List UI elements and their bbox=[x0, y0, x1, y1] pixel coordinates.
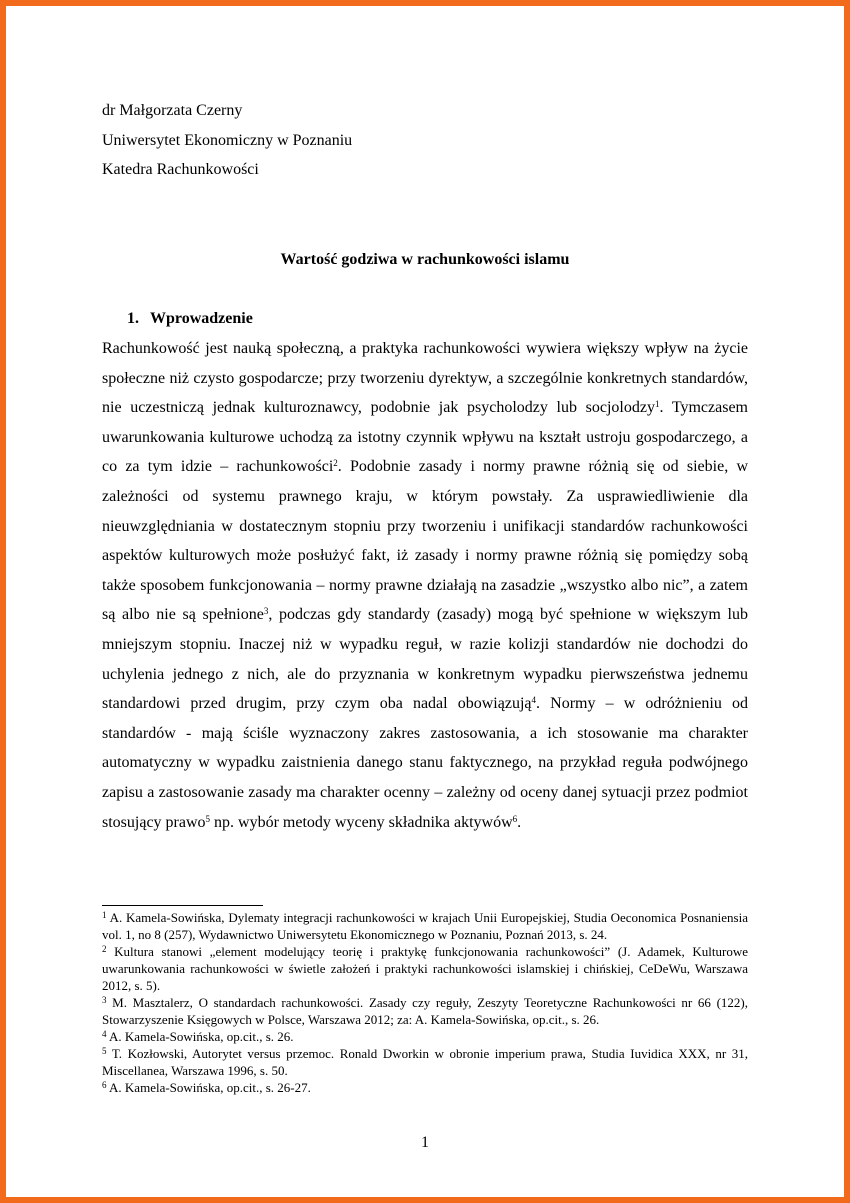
author-department: Katedra Rachunkowości bbox=[102, 161, 259, 178]
footnote-text: T. Kozłowski, Autorytet versus przemoc. Ronald Dworkin w obronie imperium prawa, Studia Iuvidica XXX, nr 31, Miscellanea, Warszawa 1996, s. 50. bbox=[102, 1046, 748, 1078]
footnote-ref[interactable]: 6 bbox=[512, 813, 518, 824]
footnote-number: 2 bbox=[102, 944, 107, 954]
footnote bbox=[102, 1079, 748, 1096]
section-number: 1. bbox=[127, 310, 139, 327]
footnote bbox=[102, 1045, 748, 1079]
footnote bbox=[102, 943, 748, 994]
author-name: dr Małgorzata Czerny bbox=[102, 102, 243, 119]
footnote-text: A. Kamela-Sowińska, op.cit., s. 26. bbox=[106, 1029, 294, 1044]
footnote-ref[interactable]: 4 bbox=[531, 695, 536, 706]
footnote-ref[interactable]: 3 bbox=[263, 606, 269, 617]
footnote-ref[interactable]: 5 bbox=[205, 813, 211, 824]
body-text-segment: . Normy – w odróżnieniu od standardów - mają ściśle wyznaczony zakres zastosowania, a ich stosowanie ma charakter automatyczny w wypadku zaistnienia danego stanu faktycznego, na przykład reguła podwójnego zapisu a zastosowanie zasady ma charakter ocenny – zależny od oceny danej sytuacji przez podmiot stosujący prawo bbox=[102, 695, 748, 831]
page-number: 1 bbox=[421, 1134, 429, 1151]
body-text-segment: , podczas gdy standardy (zasady) mogą być spełnione w większym lub mniejszym stopniu. Inaczej niż w wypadku reguł, w razie kolizji standardów nie dochodzi do uchylenia jednego z nich, ale do przyznania w konkretnym wypadku pierwszeństwa jednemu standardowi przed drugim, przy czym oba nadal obowiązują bbox=[102, 606, 749, 713]
body-paragraph bbox=[102, 334, 748, 837]
body-text-segment: . Podobnie zasady i normy prawne różnią się od siebie, w zależności od systemu prawnego kraju, w którym powstały. Za usprawiedliwienie dla nieuwzględniania w dostatecznym stopniu przy tworzeniu i unifikacji standardów rachunkowości aspektów kulturowych może posłużyć fakt, iż zasady i normy prawne różnią się pomiędzy sobą także sposobem funkcjonowania – normy prawne działają na zasadzie „wszystko albo nic”, a zatem są albo nie są spełnione bbox=[102, 458, 748, 624]
footnote-number: 6 bbox=[102, 1080, 107, 1090]
footnote bbox=[102, 1028, 748, 1045]
footnote-number: 4 bbox=[102, 1029, 107, 1039]
footnote-text: A. Kamela-Sowińska, op.cit., s. 26-27. bbox=[106, 1080, 311, 1095]
body-text-segment: Rachunkowość jest nauką społeczną, a praktyka rachunkowości wywiera większy wpływ na życie społeczne niż czysto gospodarcze; przy tworzeniu dyrektyw, a szczególnie konkretnych standardów, nie uczestniczą jednak kulturoznawcy, podobnie jak psycholodzy lub socjolodzy bbox=[102, 340, 748, 417]
section-title: Wprowadzenie bbox=[150, 310, 253, 327]
footnote-number: 1 bbox=[102, 910, 107, 920]
author-university: Uniwersytet Ekonomiczny w Poznaniu bbox=[102, 131, 353, 149]
document-title: Wartość godziwa w rachunkowości islamu bbox=[280, 251, 570, 268]
footnote bbox=[102, 909, 748, 943]
document-page bbox=[102, 96, 749, 831]
footnote bbox=[102, 994, 748, 1028]
body-text-segment: . bbox=[517, 813, 522, 831]
footnote-text: A. Kamela-Sowińska, Dylematy integracji rachunkowości w krajach Unii Europejskiej, Studia Oeconomica Posnaniensia vol. 1, no 8 (257), Wydawnictwo Uniwersytetu Ekonomicznego w Poznaniu, Poznań 2013, s. 24. bbox=[102, 910, 748, 942]
body-text-segment: np. wybór metody wyceny składnika aktywów bbox=[210, 813, 513, 831]
footnote-number: 3 bbox=[102, 995, 107, 1005]
footnote-text: Kultura stanowi „element modelujący teorię i praktykę funkcjonowania rachunkowości” (J. Adamek, Kulturowe uwarunkowania rachunkowości w świetle założeń i praktyki rachunkowości islamskiej i chińskiej, CeDeWu, Warszawa 2012, s. 5). bbox=[102, 944, 748, 993]
footnote-separator bbox=[102, 905, 263, 906]
footnote-ref[interactable]: 1 bbox=[654, 399, 660, 410]
footnote-number: 5 bbox=[102, 1046, 107, 1056]
footnote-ref[interactable]: 2 bbox=[333, 458, 338, 469]
author-block bbox=[102, 96, 748, 185]
footnotes bbox=[102, 909, 748, 1096]
section-heading bbox=[127, 305, 253, 333]
footnote-text: M. Masztalerz, O standardach rachunkowości. Zasady czy reguły, Zeszyty Teoretyczne Rachunkowości nr 66 (122), Stowarzyszenie Księgowych w Polsce, Warszawa 2012; za: A. Kamela-Sowińska, op.cit., s. 26. bbox=[102, 995, 748, 1027]
body-text-segment: . Tymczasem uwarunkowania kulturowe uchodzą za istotny czynnik wpływu na kształt ustroju gospodarczego, a co za tym idzie – rachunkowości bbox=[102, 399, 748, 476]
